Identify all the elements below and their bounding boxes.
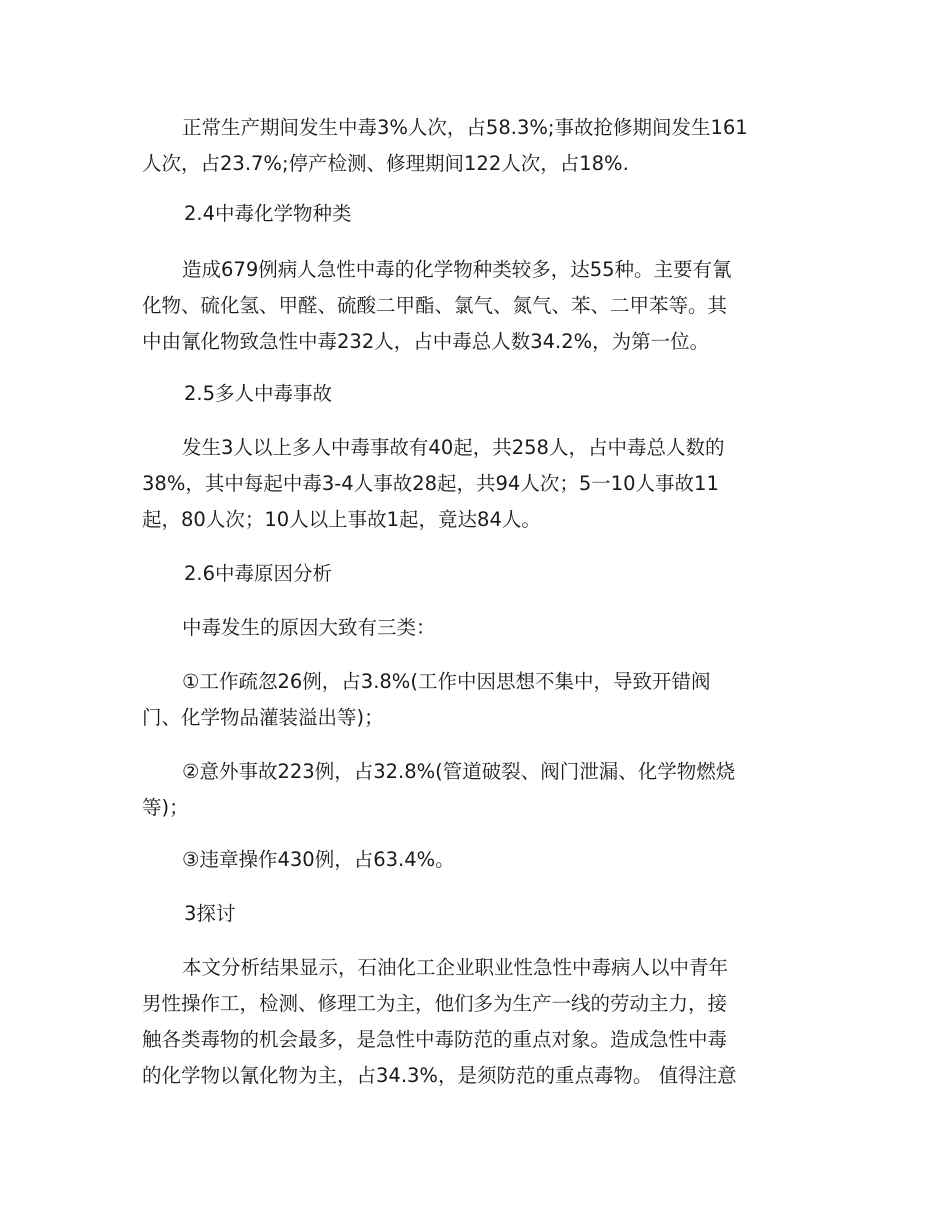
paragraph-multi-person — [142, 430, 822, 538]
heading-text: 2.6中毒原因分析 — [184, 562, 333, 585]
text-line: 人次，占23.7%;停产检测、修理期间122人次，占18%. — [142, 152, 629, 175]
list-item-cause-2 — [142, 754, 822, 826]
heading-text: 3探讨 — [184, 902, 236, 925]
section-heading-3 — [142, 896, 822, 932]
text-line: 发生3人以上多人中毒事故有40起，共258人，占中毒总人数的 — [182, 436, 725, 459]
heading-text: 2.5多人中毒事故 — [184, 382, 333, 405]
text-line: 等)； — [142, 796, 189, 819]
text-line: 男性操作工，检测、修理工为主，他们多为生产一线的劳动主力，接 — [142, 992, 728, 1015]
paragraph-discussion — [142, 950, 822, 1094]
text-line: ①工作疏忽26例，占3.8%(工作中因思想不集中，导致开错阀 — [182, 670, 711, 693]
text-line: 正常生产期间发生中毒3%人次，占58.3%;事故抢修期间发生161 — [182, 116, 748, 139]
section-heading-2-5 — [142, 376, 822, 412]
text-line: 起，80人次；10人以上事故1起，竟达84人。 — [142, 508, 541, 531]
text-line: 触各类毒物的机会最多，是急性中毒防范的重点对象。造成急性中毒 — [142, 1028, 728, 1051]
text-line: ③违章操作430例，占63.4%。 — [182, 848, 455, 871]
list-item-cause-1 — [142, 664, 822, 736]
text-line: 化物、硫化氢、甲醛、硫酸二甲酯、氯气、氮气、苯、二甲苯等。其 — [142, 294, 728, 317]
section-heading-2-6 — [142, 556, 822, 592]
text-line: 中由氰化物致急性中毒232人，占中毒总人数34.2%，为第一位。 — [142, 330, 710, 353]
text-line: 本文分析结果显示，石油化工企业职业性急性中毒病人以中青年 — [182, 956, 729, 979]
list-item-cause-3 — [142, 842, 822, 878]
text-line: 38%，其中每起中毒3-4人事故28起，共94人次；5一10人事故11 — [142, 472, 719, 495]
paragraph-normal-production — [142, 110, 822, 182]
text-line: 的化学物以氰化物为主，占34.3%，是须防范的重点毒物。 值得注意 — [142, 1064, 737, 1087]
text-line: 门、化学物品灌装溢出等)； — [142, 706, 384, 729]
text-line: 中毒发生的原因大致有三类： — [182, 616, 436, 639]
text-line: 造成679例病人急性中毒的化学物种类较多，达55种。主要有氰 — [182, 258, 732, 281]
section-heading-2-4 — [142, 196, 822, 232]
paragraph-causes-intro — [142, 610, 822, 646]
paragraph-chemical-types — [142, 252, 822, 360]
heading-text: 2.4中毒化学物种类 — [184, 202, 352, 225]
text-line: ②意外事故223例，占32.8%(管道破裂、阀门泄漏、化学物燃烧 — [182, 760, 736, 783]
